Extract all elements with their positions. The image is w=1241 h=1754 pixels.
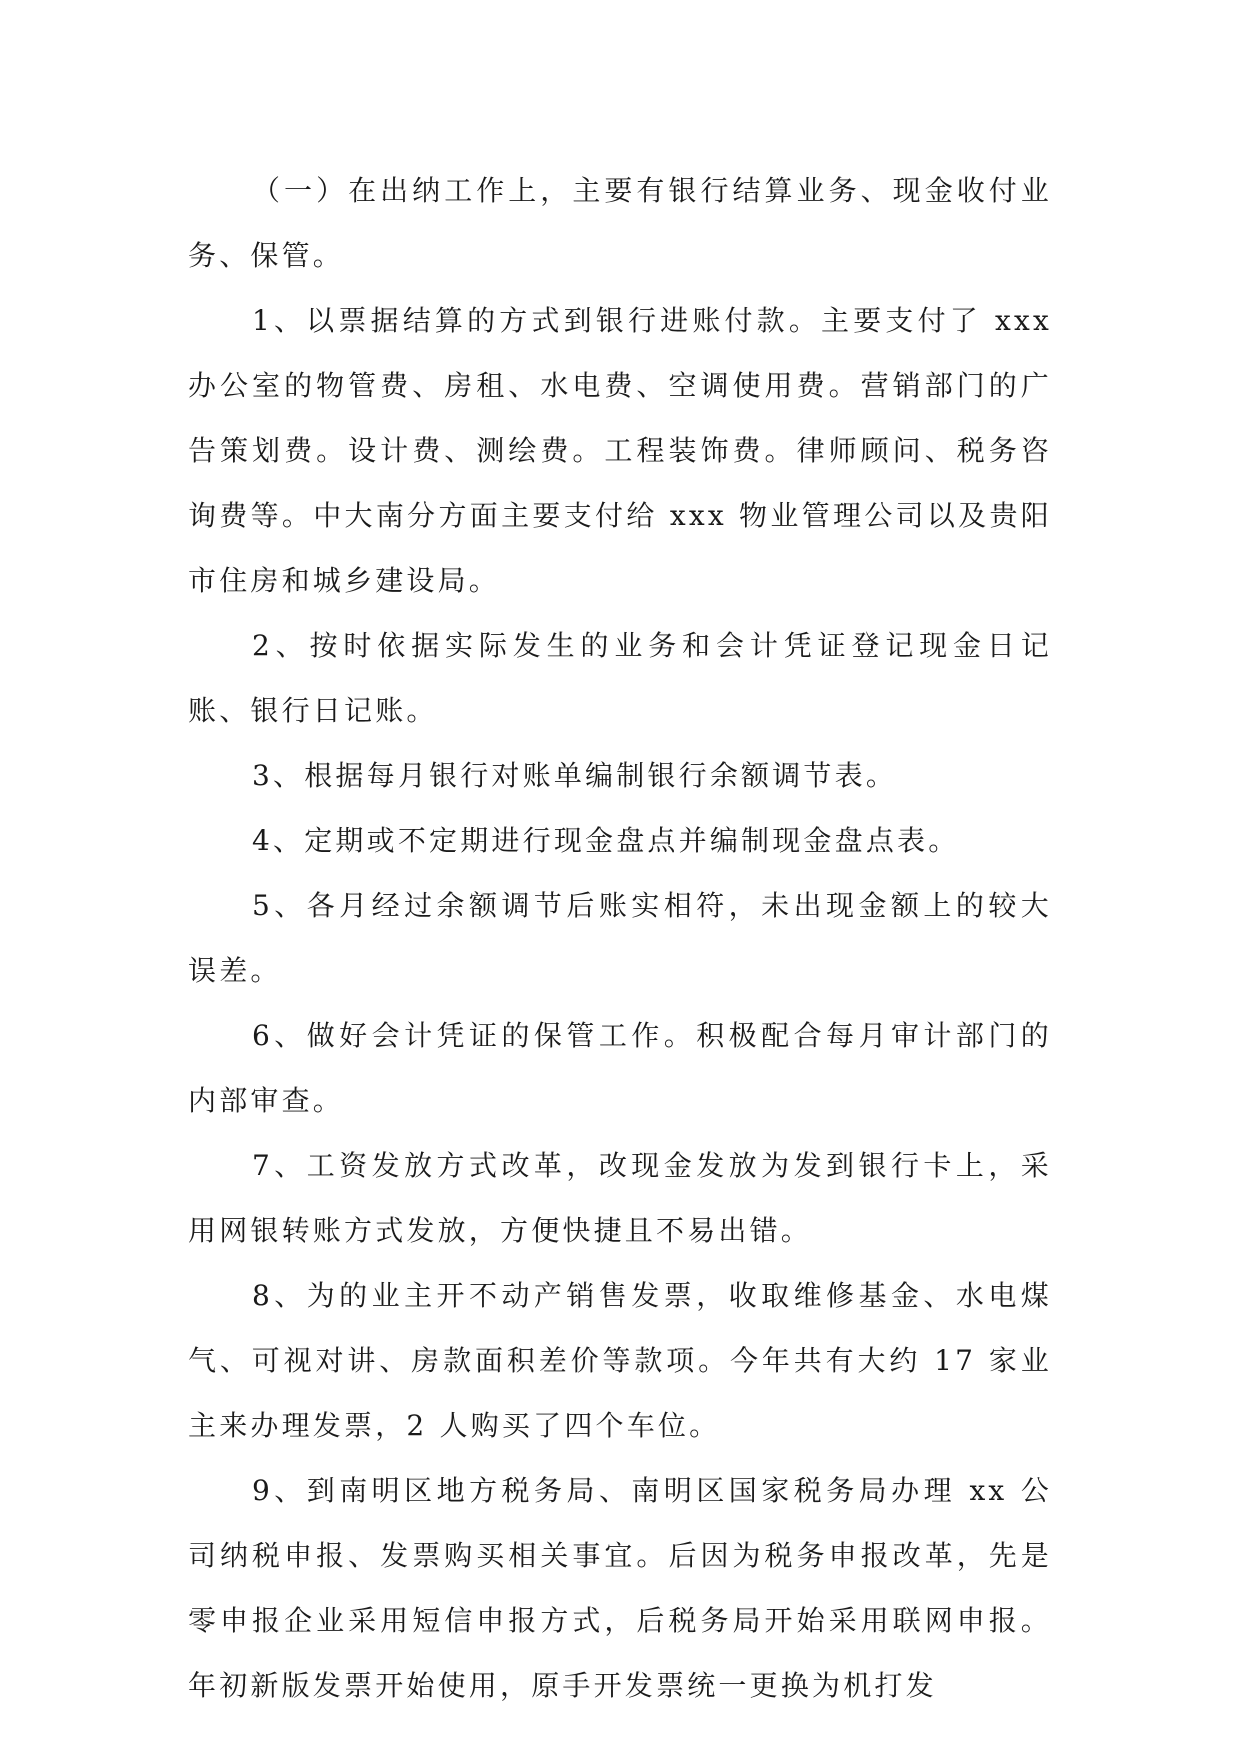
paragraph-item-5: 5、各月经过余额调节后账实相符，未出现金额上的较大误差。 [188, 889, 1052, 987]
paragraph-item-6: 6、做好会计凭证的保管工作。积极配合每月审计部门的内部审查。 [188, 1019, 1052, 1117]
paragraph-item-3: 3、根据每月银行对账单编制银行余额调节表。 [252, 759, 898, 792]
paragraph-item-7: 7、工资发放方式改革，改现金发放为发到银行卡上，采用网银转账方式发放，方便快捷且不易出错。 [188, 1149, 1052, 1247]
paragraph-item-8: 8、为的业主开不动产销售发票，收取维修基金、水电煤气、可视对讲、房款面积差价等款项。今年共有大约 17 家业主来办理发票，2 人购买了四个车位。 [188, 1279, 1052, 1442]
paragraph-item-4: 4、定期或不定期进行现金盘点并编制现金盘点表。 [252, 824, 960, 857]
paragraph-item-2: 2、按时依据实际发生的业务和会计凭证登记现金日记账、银行日记账。 [188, 629, 1052, 727]
paragraph-item-1: 1、以票据结算的方式到银行进账付款。主要支付了 xxx 办公室的物管费、房租、水电费、空调使用费。营销部门的广告策划费。设计费、测绘费。工程装饰费。律师顾问、税务咨询费等。中大南分方面主要支付给 xxx 物业管理公司以及贵阳市住房和城乡建设局。 [188, 304, 1052, 597]
paragraph-cashier-intro: （一）在出纳工作上，主要有银行结算业务、现金收付业务、保管。 [188, 174, 1052, 272]
paragraph-item-9: 9、到南明区地方税务局、南明区国家税务局办理 xx 公司纳税申报、发票购买相关事宜。后因为税务申报改革，先是零申报企业采用短信申报方式，后税务局开始采用联网申报。年初新版发票开始使用，原手开发票统一更换为机打发 [188, 1474, 1052, 1702]
document-body [188, 158, 1052, 1718]
